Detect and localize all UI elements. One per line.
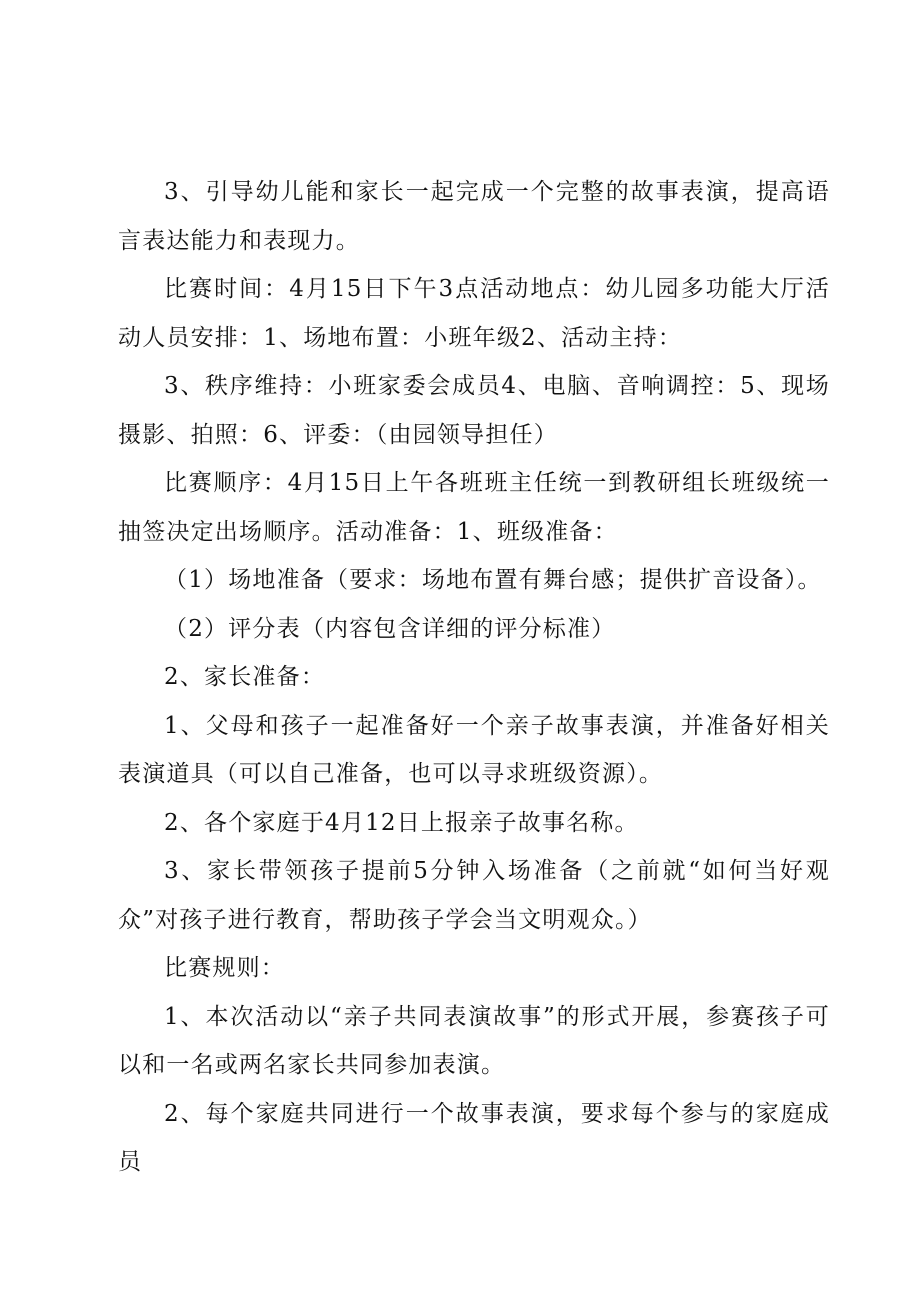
paragraph-venue-prep: （1）场地准备（要求：场地布置有舞台感；提供扩音设备）。 [164, 567, 822, 593]
paragraph-goal-3: 3、引导幼儿能和家长一起完成一个完整的故事表演，提高语言表达能力和表现力。 [118, 179, 830, 254]
paragraph-staff: 3、秩序维持：小班家委会成员4、电脑、音响调控：5、现场摄影、拍照：6、评委：（由园领导担任） [118, 373, 830, 448]
paragraph-parent-prep-heading: 2、家长准备： [164, 664, 326, 690]
paragraph-order: 比赛顺序：4月15日上午各班班主任统一到教研组长班级统一抽签决定出场顺序。活动准备：1、班级准备： [118, 470, 830, 545]
paragraph-rule-1: 1、本次活动以“亲子共同表演故事”的形式开展，参赛孩子可以和一名或两名家长共同参加表演。 [118, 1003, 830, 1078]
document-body [118, 168, 830, 1187]
paragraph-rules-heading: 比赛规则： [164, 955, 285, 981]
paragraph-parent-prep-3: 3、家长带领孩子提前5分钟入场准备（之前就“如何当好观众”对孩子进行教育，帮助孩子学会当文明观众。） [118, 858, 830, 933]
paragraph-scoresheet: （2）评分表（内容包含详细的评分标准） [164, 615, 616, 642]
paragraph-rule-2: 2、每个家庭共同进行一个故事表演，要求每个参与的家庭成员 [118, 1100, 830, 1175]
paragraph-time-location: 比赛时间：4月15日下午3点活动地点：幼儿园多功能大厅活动人员安排：1、场地布置：小班年级2、活动主持： [118, 276, 830, 351]
paragraph-parent-prep-2: 2、各个家庭于4月12日上报亲子故事名称。 [164, 809, 639, 836]
paragraph-parent-prep-1: 1、父母和孩子一起准备好一个亲子故事表演，并准备好相关表演道具（可以自己准备，也可以寻求班级资源）。 [118, 712, 830, 787]
